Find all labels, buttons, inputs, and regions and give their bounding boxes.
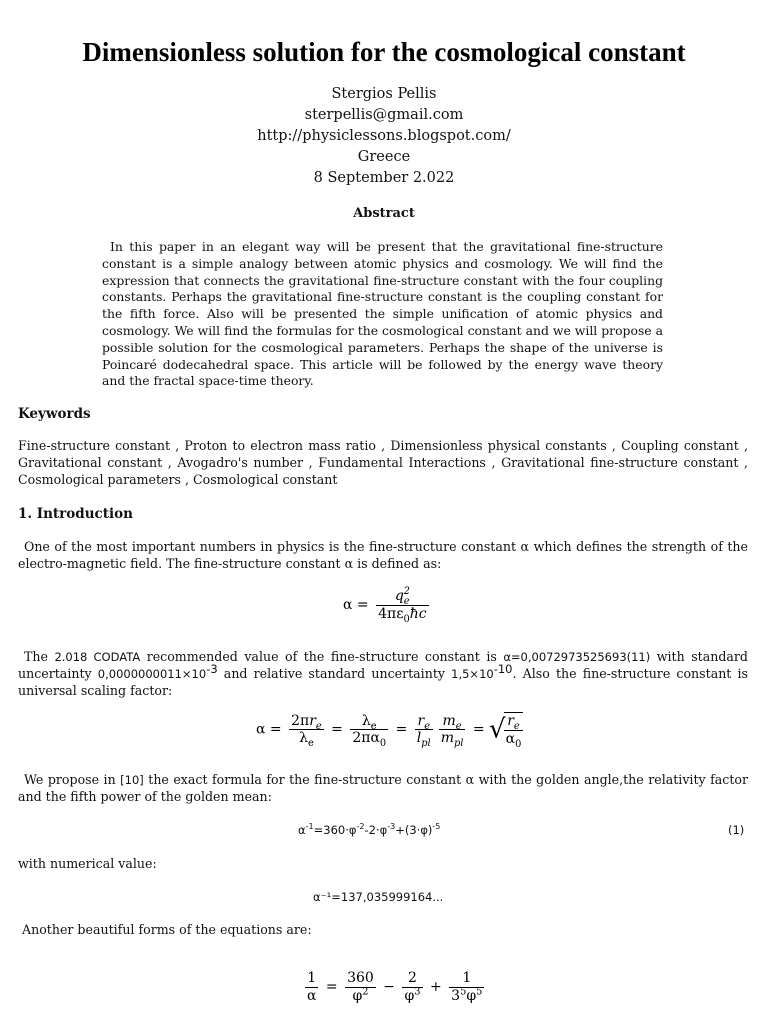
intro-paragraph-2: The 2.018 CODATA recommended value of the fine-structure constant is α=0,0072973525693(11) with standard uncertainty $0,0000000011\times 10^{-3}$ and relative standard uncertainty $1,5\times 10^{-10}$. Also the fine-structure constant is universal scaling factor: [18, 649, 748, 698]
intro-paragraph-4: with numerical value: [18, 856, 157, 871]
author-name: Stergios Pellis [331, 86, 437, 102]
section-heading-introduction: 1. Introduction [18, 506, 133, 522]
equation-1: $\alpha^{-1}=360\cdot\varphi^{-2}-2\cdot\varphi^{-3}+(3\cdot\varphi)^{-5}$ [298, 822, 441, 837]
equation-alpha-definition: α = $\frac{q_e^2}{4\pi\varepsilon_0ħc}$ [343, 586, 427, 625]
keywords-text: Fine-structure constant , Proton to electron mass ratio , Dimensionless physical constants , Coupling constant , Gravitational constant , Avogadro's number , Fundamental Interactions , Gravitational fine-structure constant , Cosmological parameters , Cosmological constant [18, 438, 748, 487]
numerical-value: α⁻¹=137,035999164... [313, 890, 444, 904]
keywords-heading: Keywords [18, 406, 91, 422]
equation-number-1: (1) [728, 823, 745, 837]
intro-paragraph-5: Another beautiful forms of the equations are: [22, 922, 312, 937]
paper-title: Dimensionless solution for the cosmological constant [82, 37, 686, 67]
author-url[interactable]: http://physiclessons.blogspot.com/ [257, 128, 511, 144]
author-country: Greece [357, 149, 411, 165]
author-block [0, 84, 768, 189]
author-date: 8 September 2.022 [313, 170, 455, 186]
author-email[interactable]: sterpellis@gmail.com [304, 107, 464, 123]
intro-paragraph-1: One of the most important numbers in physics is the fine-structure constant α which defines the strength of the electro-magnetic field. The fine-structure constant α is defined as: [18, 539, 748, 571]
abstract-text: In this paper in an elegant way will be present that the gravitational fine-structure constant is a simple analogy between atomic physics and cosmology. We will find the expression that connects the gravitational fine-structure constant with the four coupling constants. Perhaps the gravitational fine-structure constant is the coupling constant for the fifth force. Also will be presented the simple unification of atomic physics and cosmology. We will find the formulas for the cosmological constant and we will propose a possible solution for the cosmological parameters. Perhaps the shape of the universe is Poincaré dodecahedral space. This article will be followed by the energy wave theory and the fractal space-time theory. [102, 239, 663, 389]
equation-scaling-factor: α = $\frac{2\pi r_e}{\lambda_e}$ = $\frac{\lambda_e}{2\pi\alpha_0}$ = $\frac{r_e}{l_{pl}}$ $\frac{m_e}{m_{pl}}$ = √ $\frac{r_e}{\alpha_0}$ [256, 712, 522, 750]
citation-link[interactable]: [10] [120, 773, 144, 787]
abstract-heading: Abstract [353, 206, 415, 221]
intro-paragraph-3: We propose in [10] the exact formula for the fine-structure constant α with the golden angle,the relativity factor and the fifth power of the golden mean: [18, 772, 749, 804]
equation-reciprocal-alpha: $\frac{1}{\alpha}$ = $\frac{360}{\varphi^2}$ − $\frac{2}{\varphi^3}$ + $\frac{1}{3^5\varphi^5}$ [307, 970, 483, 1004]
